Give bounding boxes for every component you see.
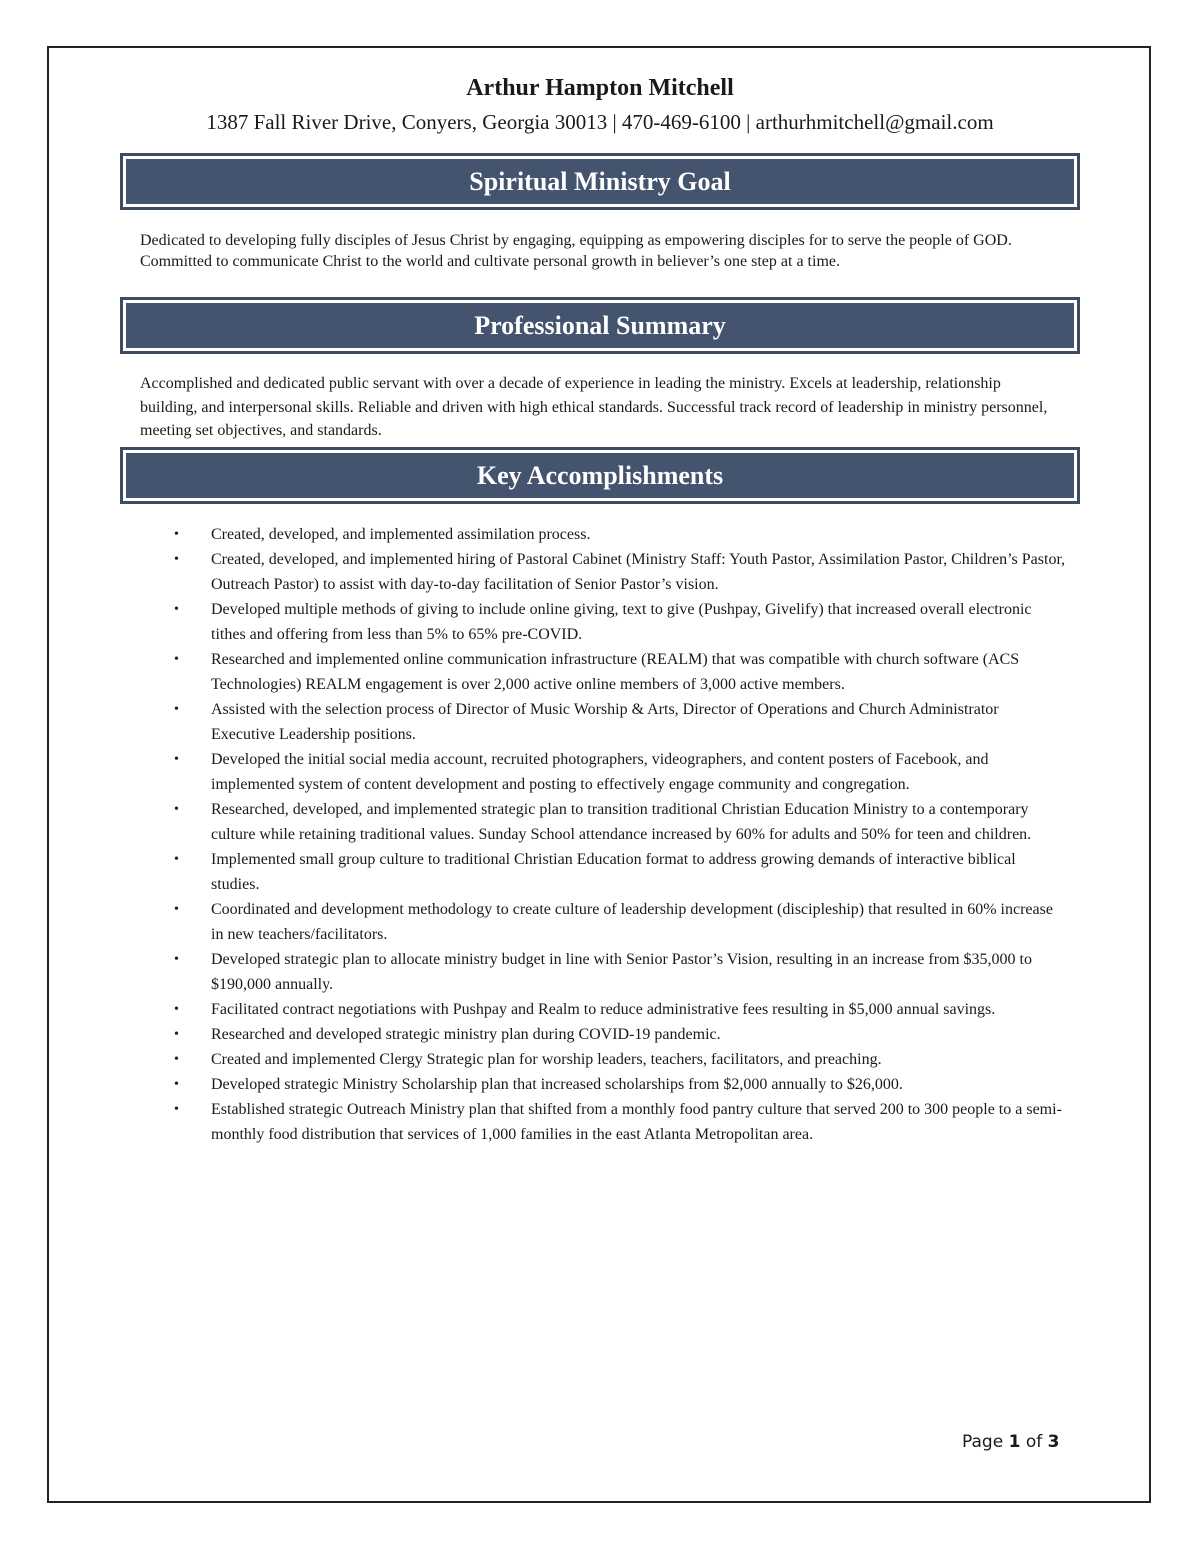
list-item — [166, 997, 1066, 1022]
section-title-goal: Spiritual Ministry Goal — [126, 159, 1074, 204]
section-title-accomplishments: Key Accomplishments — [126, 453, 1074, 498]
list-item — [166, 747, 1066, 797]
bullet-icon: • — [174, 752, 179, 767]
list-item — [166, 947, 1066, 997]
list-item — [166, 797, 1066, 847]
list-item — [166, 847, 1066, 897]
summary-paragraph: Accomplished and dedicated public servant with over a decade of experience in leading the ministry. Excels at leadership, relationship building, and interpersonal skills. Reliable and driven with high ethical standards. Successful track record of leadership in ministry personnel, meeting set objectives, and standards. — [140, 375, 1048, 439]
resume-header — [0, 70, 1200, 138]
bullet-icon: • — [174, 1102, 179, 1117]
bullet-icon: • — [174, 702, 179, 717]
list-item-text: Developed strategic Ministry Scholarship plan that increased scholarships from $2,000 annually to $26,000. — [211, 1076, 903, 1093]
list-item — [166, 897, 1066, 947]
current-page: 1 — [1008, 1432, 1021, 1452]
page-word: Page — [962, 1432, 1004, 1452]
list-item-text: Developed the initial social media account, recruited photographers, videographers, and content posters of Facebook, and implemented system of content development and posting to effectively engage community and congregation. — [211, 751, 989, 793]
bullet-icon: • — [174, 852, 179, 867]
list-item-text: Created and implemented Clergy Strategic plan for worship leaders, teachers, facilitators, and preaching. — [211, 1051, 882, 1068]
list-item-text: Established strategic Outreach Ministry plan that shifted from a monthly food pantry culture that served 200 to 300 people to a semi- monthly food distribution that services of 1,000 families in the east Atlanta Metropolitan area. — [211, 1101, 1062, 1143]
list-item — [166, 1022, 1066, 1047]
list-item — [166, 547, 1066, 597]
bullet-icon: • — [174, 902, 179, 917]
list-item — [166, 697, 1066, 747]
section-banner-goal — [120, 153, 1080, 210]
bullet-icon: • — [174, 652, 179, 667]
list-item — [166, 1072, 1066, 1097]
list-item — [166, 647, 1066, 697]
bullet-icon: • — [174, 527, 179, 542]
bullet-icon: • — [174, 802, 179, 817]
bullet-icon: • — [174, 552, 179, 567]
list-item-text: Implemented small group culture to traditional Christian Education format to address growing demands of interactive biblical studies. — [211, 851, 1016, 893]
of-word: of — [1025, 1432, 1043, 1452]
bullet-icon: • — [174, 1052, 179, 1067]
total-pages: 3 — [1047, 1432, 1060, 1452]
list-item — [166, 522, 1066, 547]
list-item-text: Researched and implemented online communication infrastructure (REALM) that was compatible with church software (ACS Technologies) REALM engagement is over 2,000 active online members of 3,000 active members. — [211, 651, 1020, 693]
list-item-text: Created, developed, and implemented hiring of Pastoral Cabinet (Ministry Staff: Youth Pastor, Assimilation Pastor, Children’s Pastor, Outreach Pastor) to assist with day-to-day facilitation of Senior Pastor’s vision. — [211, 551, 1066, 593]
section-banner-accomplishments — [120, 447, 1080, 504]
list-item — [166, 597, 1066, 647]
list-item-text: Assisted with the selection process of Director of Music Worship & Arts, Director of Operations and Church Administrator Executive Leadership positions. — [211, 701, 999, 743]
list-item-text: Coordinated and development methodology to create culture of leadership development (discipleship) that resulted in 60% increase in new teachers/facilitators. — [211, 901, 1053, 943]
applicant-name: Arthur Hampton Mitchell — [466, 75, 734, 101]
goal-paragraph: Dedicated to developing fully disciples of Jesus Christ by engaging, equipping as empowering disciples for to serve the people of GOD. Committed to communicate Christ to the world and cultivate personal growth in believer’s one step at a time. — [140, 232, 1012, 270]
list-item-text: Researched and developed strategic ministry plan during COVID-19 pandemic. — [211, 1026, 721, 1043]
list-item-text: Researched, developed, and implemented strategic plan to transition traditional Christian Education Ministry to a contemporary culture while retaining traditional values. Sunday School attendance increased by 60% for adults and 50% for teen and children. — [211, 801, 1032, 843]
bullet-icon: • — [174, 1002, 179, 1017]
list-item — [166, 1097, 1066, 1147]
bullet-icon: • — [174, 1027, 179, 1042]
list-item — [166, 1047, 1066, 1072]
list-item-text: Facilitated contract negotiations with Pushpay and Realm to reduce administrative fees resulting in $5,000 annual savings. — [211, 1001, 996, 1018]
page-number — [962, 1432, 1059, 1452]
list-item-text: Developed multiple methods of giving to include online giving, text to give (Pushpay, Givelify) that increased overall electronic tithes and offering from less than 5% to 65% pre-COVID. — [211, 601, 1032, 643]
section-title-summary: Professional Summary — [126, 303, 1074, 348]
list-item-text: Developed strategic plan to allocate ministry budget in line with Senior Pastor’s Vision, resulting in an increase from $35,000 to $190,000 annually. — [211, 951, 1032, 993]
accomplishments-list — [166, 522, 1066, 1147]
list-item-text: Created, developed, and implemented assimilation process. — [211, 526, 591, 543]
section-banner-summary — [120, 297, 1080, 354]
bullet-icon: • — [174, 1077, 179, 1092]
bullet-icon: • — [174, 952, 179, 967]
contact-line: 1387 Fall River Drive, Conyers, Georgia 30013 | 470-469-6100 | arthurhmitchell@gmail.com — [206, 110, 994, 134]
bullet-icon: • — [174, 602, 179, 617]
